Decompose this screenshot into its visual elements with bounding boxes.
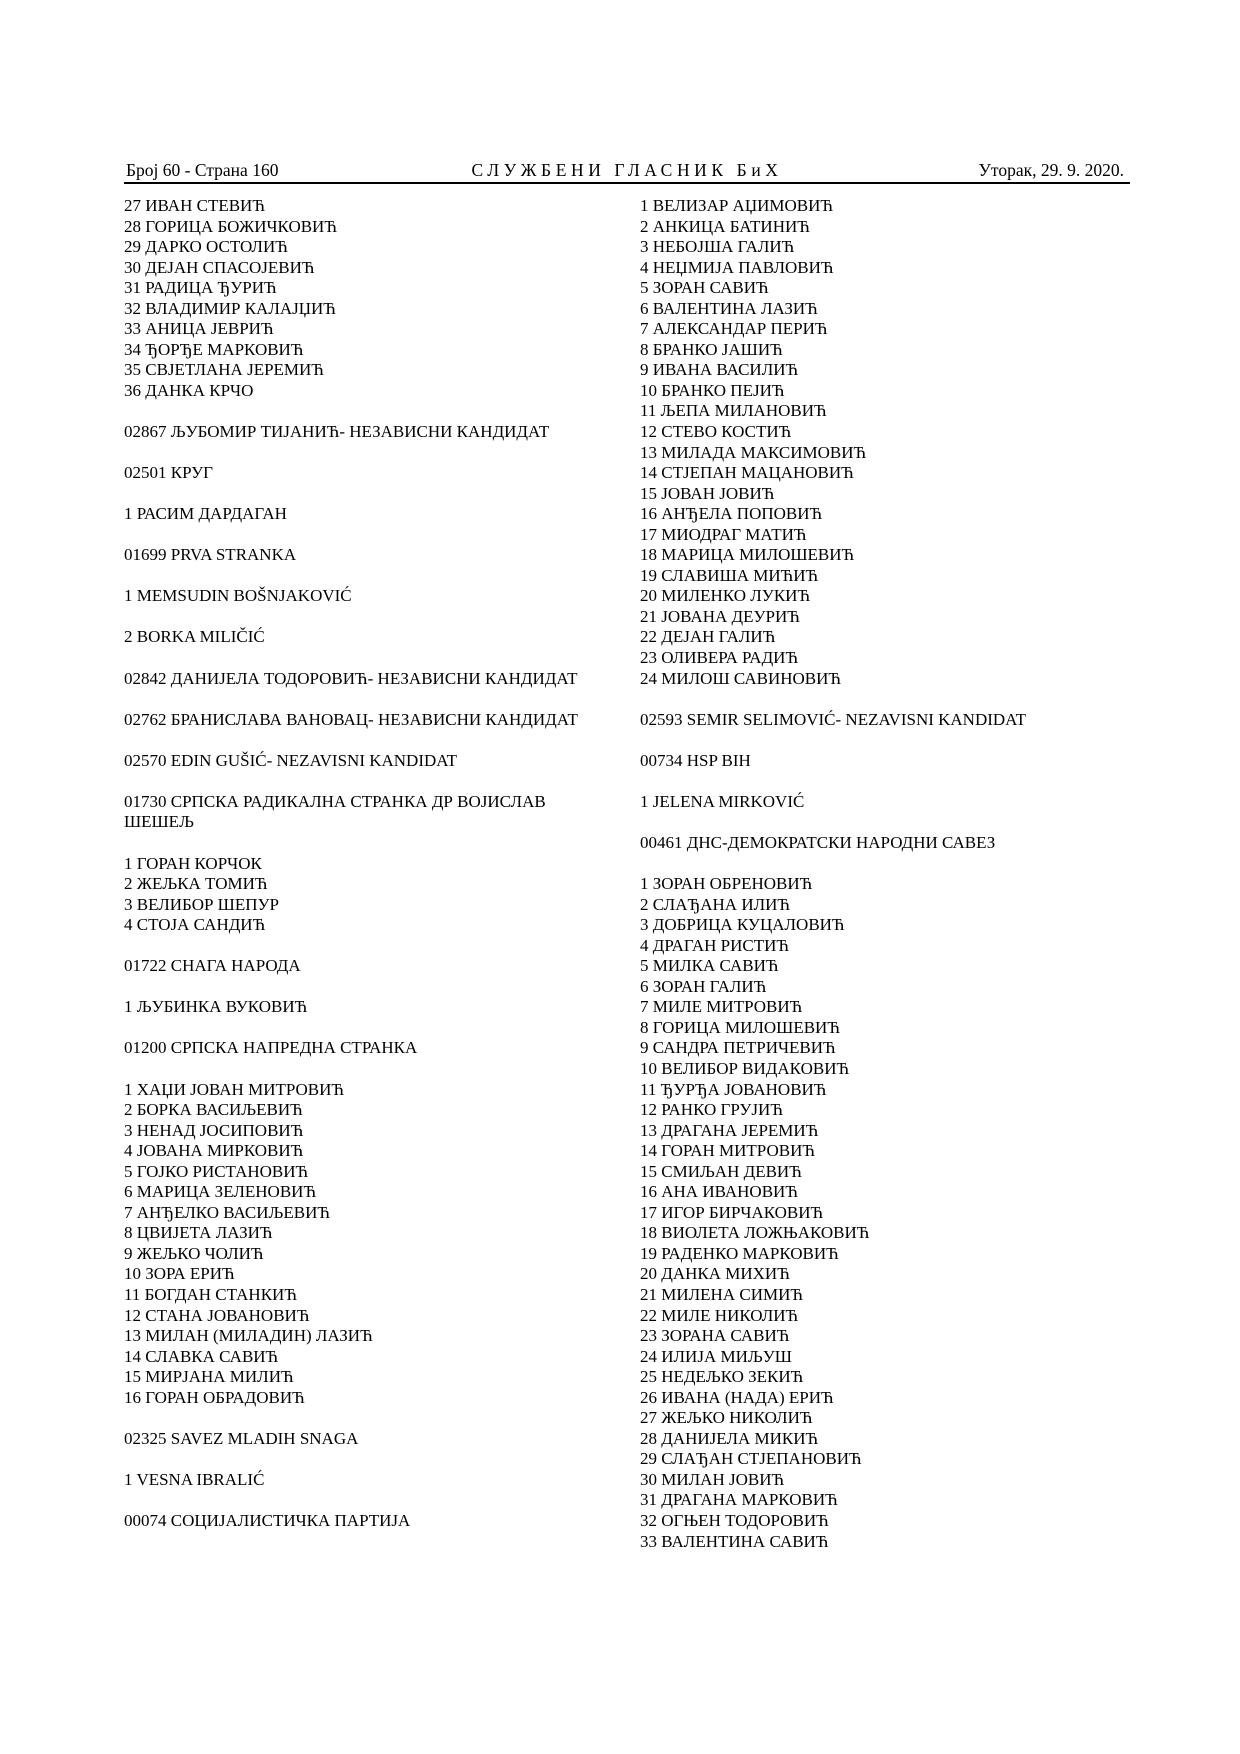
list-item: 23 ЗОРАНА САВИЋ xyxy=(640,1326,790,1346)
party-heading: 00734 HSP BIH xyxy=(640,750,751,770)
list-item: 8 ГОРИЦА МИЛОШЕВИЋ xyxy=(640,1017,840,1037)
blank-line xyxy=(124,443,624,464)
list-item: 12 РАНКО ГРУЈИЋ xyxy=(640,1100,783,1120)
list-item: 25 НЕДЕЉКО ЗЕКИЋ xyxy=(640,1367,804,1387)
list-item: 11 БОГДАН СТАНКИЋ xyxy=(124,1284,297,1304)
list-item: 4 ДРАГАН РИСТИЋ xyxy=(640,935,790,955)
blank-line xyxy=(640,689,1120,710)
blank-line xyxy=(124,936,624,957)
list-item: 30 МИЛАН ЈОВИЋ xyxy=(640,1469,785,1489)
list-item: 1 ВЕЛИЗАР АЏИМОВИЋ xyxy=(640,196,833,215)
list-item: 33 ВАЛЕНТИНА САВИЋ xyxy=(640,1531,829,1551)
list-item: 20 ДАНКА МИХИЋ xyxy=(640,1264,790,1284)
issue-page-number: Број 60 - Страна 160 xyxy=(126,160,279,180)
list-item: 27 ЖЕЉКО НИКОЛИЋ xyxy=(640,1408,813,1428)
list-item: 2 ЖЕЉКА ТОМИЋ xyxy=(124,874,268,894)
blank-line xyxy=(640,812,1120,833)
list-item: 9 САНДРА ПЕТРИЧЕВИЋ xyxy=(640,1038,836,1058)
list-item: 24 МИЛОШ САВИНОВИЋ xyxy=(640,668,842,688)
list-item: 10 ВЕЛИБОР ВИДАКОВИЋ xyxy=(640,1058,850,1078)
party-heading: 02325 SAVEZ MLADIH SNAGA xyxy=(124,1428,359,1448)
blank-line xyxy=(124,607,624,628)
list-item: 20 МИЛЕНКО ЛУКИЋ xyxy=(640,586,811,606)
list-item: 14 СЛАВКА САВИЋ xyxy=(124,1346,279,1366)
blank-line xyxy=(124,648,624,669)
page-header xyxy=(124,158,1130,184)
list-item: 3 ВЕЛИБОР ШЕПУР xyxy=(124,894,279,914)
list-item: 1 ЗОРАН ОБРЕНОВИЋ xyxy=(640,874,813,894)
list-item: 12 СТЕВО КОСТИЋ xyxy=(640,422,792,442)
blank-line xyxy=(124,566,624,587)
blank-line xyxy=(124,484,624,505)
list-item: 4 НЕЏМИЈА ПАВЛОВИЋ xyxy=(640,257,834,277)
blank-line xyxy=(124,730,624,751)
list-item: 17 МИОДРАГ МАТИЋ xyxy=(640,524,807,544)
right-column xyxy=(640,196,1120,1552)
list-item: 1 РАСИМ ДАРДАГАН xyxy=(124,504,287,524)
list-item: 32 ОГЊЕН ТОДОРОВИЋ xyxy=(640,1511,829,1530)
blank-line xyxy=(124,1449,624,1470)
blank-line xyxy=(124,1018,624,1039)
list-item: 19 РАДЕНКО МАРКОВИЋ xyxy=(640,1243,839,1263)
list-item: 35 СВЈЕТЛАНА ЈЕРЕМИЋ xyxy=(124,360,324,380)
party-heading: 01730 СРПСКА РАДИКАЛНА СТРАНКА ДР ВОЈИСЛАВ xyxy=(124,791,546,811)
list-item: 29 СЛАЂАН СТЈЕПАНОВИЋ xyxy=(640,1449,862,1469)
party-heading: 02570 EDIN GUŠIĆ- NEZAVISNI KANDIDAT xyxy=(124,750,458,770)
list-item: 28 ДАНИЈЕЛА МИКИЋ xyxy=(640,1428,819,1448)
list-item: 34 ЂОРЂЕ МАРКОВИЋ xyxy=(124,339,304,359)
list-item: 1 ГОРАН КОРЧОК xyxy=(124,853,262,873)
list-item: 18 ВИОЛЕТА ЛОЖЊАКОВИЋ xyxy=(640,1223,870,1243)
blank-line xyxy=(124,401,624,422)
blank-line xyxy=(640,854,1120,875)
list-item: 13 МИЛАДА МАКСИМОВИЋ xyxy=(640,442,867,462)
party-heading: 02867 ЉУБОМИР ТИЈАНИЋ- НЕЗАВИСНИ КАНДИДАТ xyxy=(124,422,550,442)
list-item: 6 ВАЛЕНТИНА ЛАЗИЋ xyxy=(640,298,818,318)
list-item: 2 СЛАЂАНА ИЛИЋ xyxy=(640,894,791,914)
blank-line xyxy=(124,525,624,546)
list-item: 4 СТОЈА САНДИЋ xyxy=(124,915,266,935)
blank-line xyxy=(124,1490,624,1511)
party-heading: 02842 ДАНИЈЕЛА ТОДОРОВИЋ- НЕЗАВИСНИ КАНДИДАТ xyxy=(124,668,578,688)
party-heading: 02593 SEMIR SELIMOVIĆ- NEZAVISNI KANDIDAT xyxy=(640,709,1026,729)
list-item: 3 НЕБОЈША ГАЛИЋ xyxy=(640,237,795,257)
list-item: 22 ДЕЈАН ГАЛИЋ xyxy=(640,627,776,647)
list-item: 8 ЦВИЈЕТА ЛАЗИЋ xyxy=(124,1223,273,1243)
list-item: 28 ГОРИЦА БОЖИЧКОВИЋ xyxy=(124,216,337,236)
list-item: 6 ЗОРАН ГАЛИЋ xyxy=(640,976,767,996)
list-item: 11 ЉЕПА МИЛАНОВИЋ xyxy=(640,401,827,421)
list-item: 29 ДАРКО ОСТОЛИЋ xyxy=(124,237,288,257)
list-item: 15 МИРЈАНА МИЛИЋ xyxy=(124,1367,294,1387)
list-item: 5 МИЛКА САВИЋ xyxy=(640,956,779,976)
party-heading: 02501 КРУГ xyxy=(124,463,213,483)
list-item: 32 ВЛАДИМИР КАЛАЈЏИЋ xyxy=(124,298,336,318)
list-item: 33 АНИЦА ЈЕВРИЋ xyxy=(124,319,274,339)
list-item: 9 ИВАНА ВАСИЛИЋ xyxy=(640,360,799,380)
list-item: 6 МАРИЦА ЗЕЛЕНОВИЋ xyxy=(124,1182,317,1202)
left-column xyxy=(124,196,624,1532)
blank-line xyxy=(124,1408,624,1429)
blank-line xyxy=(124,1059,624,1080)
list-item: 30 ДЕЈАН СПАСОЈЕВИЋ xyxy=(124,257,315,277)
list-item: 24 ИЛИЈА МИЉУШ xyxy=(640,1346,792,1366)
list-item: 13 МИЛАН (МИЛАДИН) ЛАЗИЋ xyxy=(124,1326,373,1346)
party-heading: 02762 БРАНИСЛАВА ВАНОВАЦ- НЕЗАВИСНИ КАНДИДАТ xyxy=(124,709,578,729)
list-item: 15 СМИЉАН ДЕВИЋ xyxy=(640,1161,802,1181)
blank-line xyxy=(124,689,624,710)
list-item: 22 МИЛЕ НИКОЛИЋ xyxy=(640,1305,799,1325)
list-item: 4 ЈОВАНА МИРКОВИЋ xyxy=(124,1141,304,1161)
list-item: 7 АЛЕКСАНДАР ПЕРИЋ xyxy=(640,319,828,339)
list-item: 14 ГОРАН МИТРОВИЋ xyxy=(640,1141,815,1161)
list-item: ШЕШЕЉ xyxy=(124,812,194,832)
list-item: 12 СТАНА ЈОВАНОВИЋ xyxy=(124,1305,310,1325)
list-item: 9 ЖЕЉКО ЧОЛИЋ xyxy=(124,1243,264,1263)
list-item: 21 ЈОВАНА ДЕУРИЋ xyxy=(640,606,800,626)
list-item: 2 БОРКА ВАСИЉЕВИЋ xyxy=(124,1100,303,1120)
list-item: 16 АНА ИВАНОВИЋ xyxy=(640,1182,798,1202)
list-item: 7 АНЂЕЛКО ВАСИЉЕВИЋ xyxy=(124,1202,330,1222)
list-item: 13 ДРАГАНА ЈЕРЕМИЋ xyxy=(640,1120,819,1140)
list-item: 19 СЛАВИША МИЋИЋ xyxy=(640,565,819,585)
list-item: 15 ЈОВАН ЈОВИЋ xyxy=(640,483,775,503)
list-item: 14 СТЈЕПАН МАЦАНОВИЋ xyxy=(640,463,854,483)
list-item: 21 МИЛЕНА СИМИЋ xyxy=(640,1284,803,1304)
list-item: 3 ДОБРИЦА КУЦАЛОВИЋ xyxy=(640,915,845,935)
blank-line xyxy=(124,977,624,998)
party-heading: 00461 ДНС-ДЕМОКРАТСКИ НАРОДНИ САВЕЗ xyxy=(640,832,996,852)
issue-date: Уторак, 29. 9. 2020. xyxy=(978,160,1124,180)
list-item: 17 ИГОР БИРЧАКОВИЋ xyxy=(640,1202,824,1222)
list-item: 8 БРАНКО ЈАШИЋ xyxy=(640,339,783,359)
list-item: 31 РАДИЦА ЂУРИЋ xyxy=(124,278,277,298)
list-item: 2 BORKA MILIČIĆ xyxy=(124,627,265,647)
list-item: 23 ОЛИВЕРА РАДИЋ xyxy=(640,648,799,668)
blank-line xyxy=(124,771,624,792)
list-item: 26 ИВАНА (НАДА) ЕРИЋ xyxy=(640,1387,834,1407)
party-heading: 00074 СОЦИЈАЛИСТИЧКА ПАРТИЈА xyxy=(124,1511,411,1530)
list-item: 5 ГОЈКО РИСТАНОВИЋ xyxy=(124,1161,309,1181)
list-item: 2 АНКИЦА БАТИНИЋ xyxy=(640,216,810,236)
party-heading: 01200 СРПСКА НАПРЕДНА СТРАНКА xyxy=(124,1038,418,1058)
list-item: 1 VESNA IBRALIĆ xyxy=(124,1469,265,1489)
list-item: 11 ЂУРЂА ЈОВАНОВИЋ xyxy=(640,1079,827,1099)
blank-line xyxy=(640,730,1120,751)
blank-line xyxy=(124,833,624,854)
list-item: 1 MEMSUDIN BOŠNJAKOVIĆ xyxy=(124,586,352,606)
publication-title: СЛУЖБЕНИ ГЛАСНИК БиХ xyxy=(471,160,783,180)
list-item: 27 ИВАН СТЕВИЋ xyxy=(124,196,265,215)
party-heading: 01722 СНАГА НАРОДА xyxy=(124,956,301,976)
list-item: 7 МИЛЕ МИТРОВИЋ xyxy=(640,997,803,1017)
blank-line xyxy=(640,771,1120,792)
list-item: 36 ДАНКА КРЧО xyxy=(124,380,254,400)
list-item: 1 ХАЏИ ЈОВАН МИТРОВИЋ xyxy=(124,1079,345,1099)
list-item: 1 ЉУБИНКА ВУКОВИЋ xyxy=(124,997,308,1017)
list-item: 18 МАРИЦА МИЛОШЕВИЋ xyxy=(640,545,855,565)
list-item: 10 БРАНКО ПЕЈИЋ xyxy=(640,380,785,400)
list-item: 5 ЗОРАН САВИЋ xyxy=(640,278,769,298)
list-item: 16 АНЂЕЛА ПОПОВИЋ xyxy=(640,504,823,524)
party-heading: 01699 PRVA STRANKA xyxy=(124,545,297,565)
list-item: 31 ДРАГАНА МАРКОВИЋ xyxy=(640,1490,838,1510)
list-item: 16 ГОРАН ОБРАДОВИЋ xyxy=(124,1387,305,1407)
list-item: 10 ЗОРА ЕРИЋ xyxy=(124,1264,235,1284)
list-item: 3 НЕНАД ЈОСИПОВИЋ xyxy=(124,1120,304,1140)
list-item: 1 JELENA MIRKOVIĆ xyxy=(640,791,805,811)
